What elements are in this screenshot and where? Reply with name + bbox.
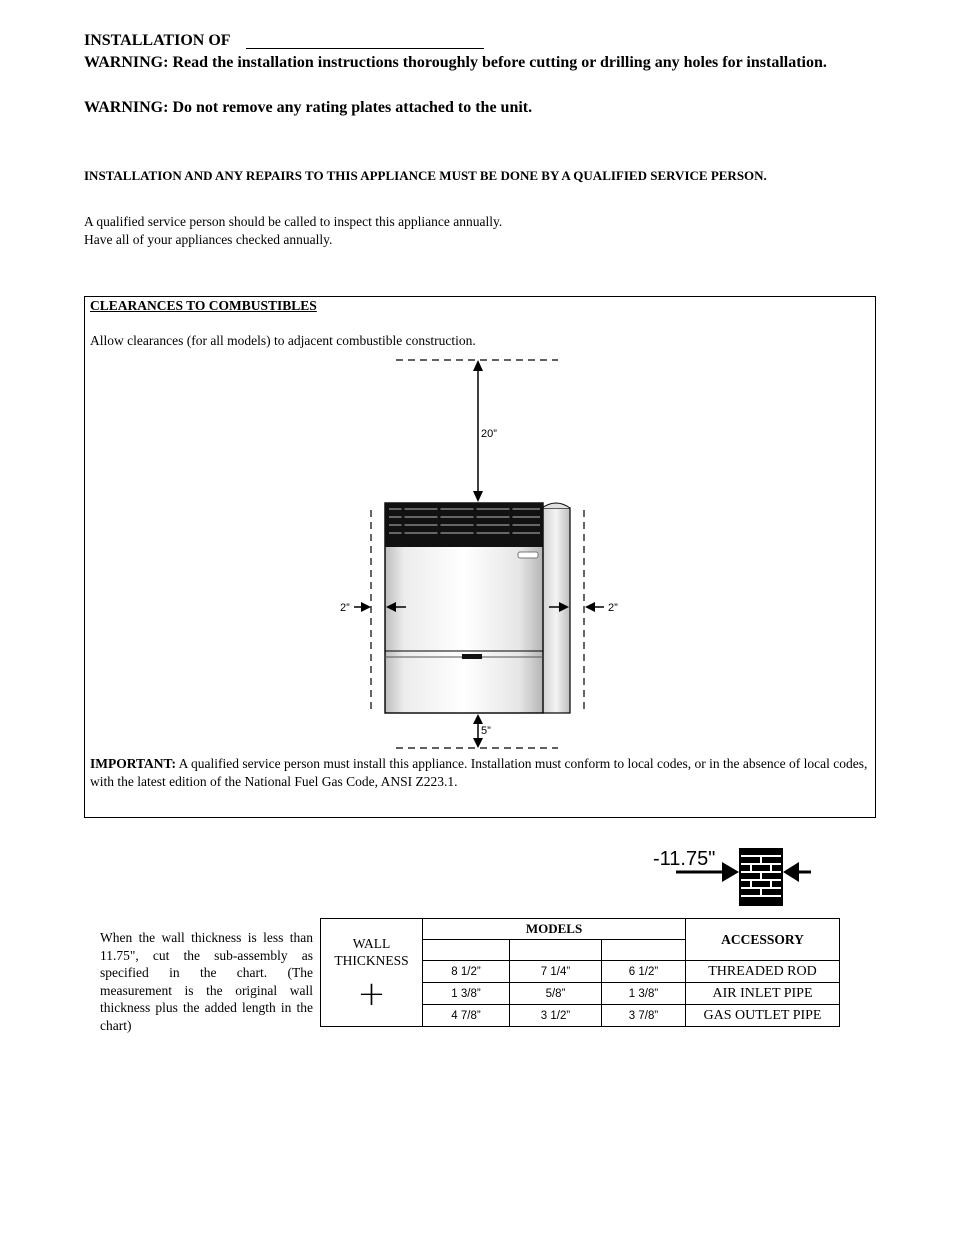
plus-sign: + — [357, 973, 386, 1014]
top-clearance-label: 20” — [481, 428, 497, 440]
accessory-cell: GAS OUTLET PIPE — [686, 1005, 840, 1027]
warning-rating-plates: WARNING: Do not remove any rating plates attached to the unit. — [84, 99, 533, 116]
annual-inspection-text — [84, 213, 502, 249]
important-label: IMPORTANT: — [90, 756, 177, 771]
table-cell: 1 3/8” — [423, 983, 510, 1005]
warning-read-instructions: WARNING: Read the installation instructions thoroughly before cutting or drilling any holes for installation. — [84, 54, 827, 71]
page-title: INSTALLATION OF — [84, 32, 231, 49]
model-name-cell — [423, 940, 510, 961]
bottom-clearance-label: 5” — [481, 725, 491, 737]
table-cell: 5/8” — [510, 983, 602, 1005]
wall-thickness-note: When the wall thickness is less than 11.75", cut the sub-assembly as specified in the chart. (The measurement is the original wall thickness plus the added length in the chart) — [100, 930, 313, 1033]
table-cell: 1 3/8” — [602, 983, 686, 1005]
table-cell: 3 1/2” — [510, 1005, 602, 1027]
wall-thickness-cell — [321, 919, 423, 1027]
model-name-cell — [602, 940, 686, 961]
table-cell: 3 7/8” — [602, 1005, 686, 1027]
important-text: A qualified service person must install this appliance. Installation must conform to local codes, or in the absence of local codes, with the latest edition of the National Fuel Gas Code, ANSI Z223.1. — [90, 756, 868, 789]
models-header: MODELS — [423, 919, 686, 940]
wall-thickness-header: WALL THICKNESS — [334, 935, 409, 968]
table-cell: 4 7/8” — [423, 1005, 510, 1027]
wall-thickness-icon — [650, 842, 815, 908]
left-clearance-label: 2” — [340, 602, 350, 614]
model-name-cell — [510, 940, 602, 961]
brick-wall-icon — [739, 848, 783, 906]
annual-inspection-line-2: Have all of your appliances checked annually. — [84, 232, 333, 247]
title-blank-line — [246, 48, 484, 49]
clearances-intro: Allow clearances (for all models) to adjacent combustible construction. — [90, 333, 476, 348]
right-clearance-label: 2” — [608, 602, 618, 614]
wall-thickness-label: -11.75" — [653, 848, 716, 870]
accessory-cell: THREADED ROD — [686, 961, 840, 983]
annual-inspection-line-1: A qualified service person should be called to inspect this appliance annually. — [84, 214, 503, 229]
accessory-cut-chart — [320, 918, 840, 1027]
clearance-diagram — [84, 296, 876, 818]
qualified-person-notice: INSTALLATION AND ANY REPAIRS TO THIS APPLIANCE MUST BE DONE BY A QUALIFIED SERVICE PERSON. — [84, 168, 767, 183]
important-notice — [90, 755, 868, 791]
table-cell: 8 1/2” — [423, 961, 510, 983]
accessory-header: ACCESSORY — [686, 919, 840, 961]
heater-illustration — [385, 503, 570, 713]
clearances-title: CLEARANCES TO COMBUSTIBLES — [90, 298, 317, 313]
accessory-cell: AIR INLET PIPE — [686, 983, 840, 1005]
table-cell: 7 1/4” — [510, 961, 602, 983]
table-cell: 6 1/2” — [602, 961, 686, 983]
